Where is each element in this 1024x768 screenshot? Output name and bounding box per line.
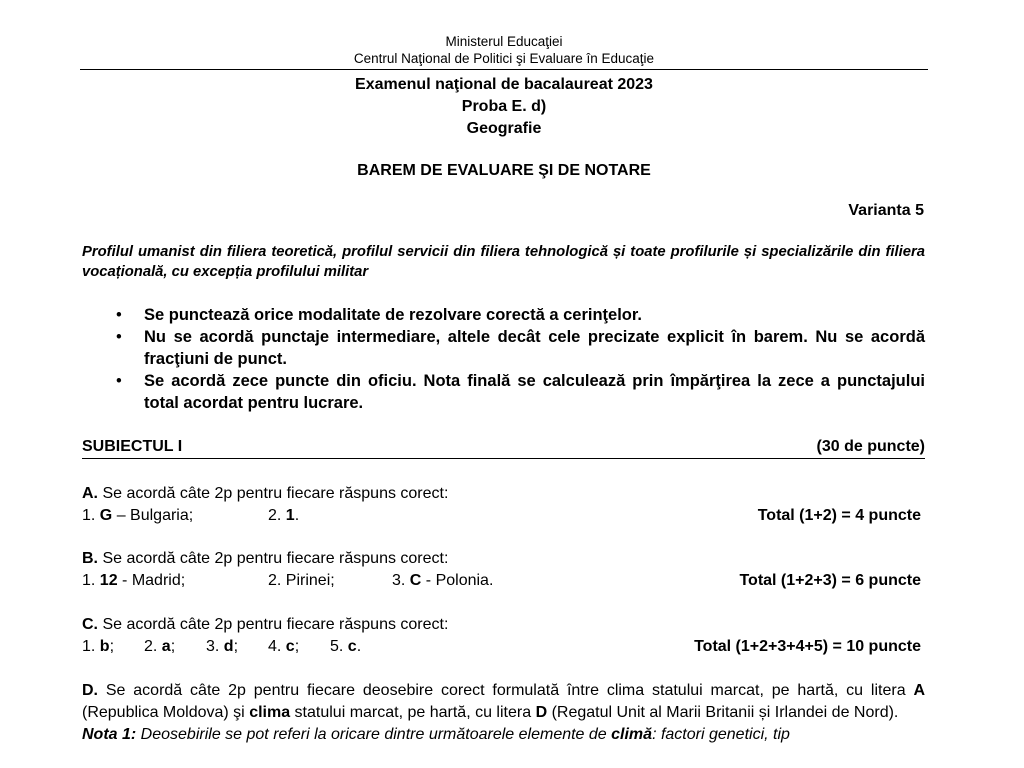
rule-text: Se acordă zece puncte din oficiu. Nota finală se calculează prin împărţirea la zece a punctajului total acordat pentru lucrare. xyxy=(144,372,925,412)
section-c xyxy=(82,614,925,658)
section-b xyxy=(82,548,925,592)
answer-item: 1. 12 - Madrid; xyxy=(82,572,186,589)
bullet-icon: • xyxy=(116,328,122,346)
rule-text: Se punctează orice modalitate de rezolvare corectă a cerinţelor. xyxy=(144,306,642,324)
answer-item: 4. c; xyxy=(268,638,300,655)
subiect-points: (30 de puncte) xyxy=(816,438,925,455)
section-intro: Se acordă câte 2p pentru fiecare răspuns corect: xyxy=(98,550,449,567)
subiect-label: SUBIECTUL I xyxy=(82,438,183,455)
answer-item: 3. C - Polonia. xyxy=(392,572,494,589)
subiect-heading xyxy=(82,436,925,459)
answers-row xyxy=(82,505,925,527)
section-letter: B. xyxy=(82,550,98,567)
answer-item: 2. a; xyxy=(144,638,176,655)
section-intro: Se acordă câte 2p pentru fiecare răspuns corect: xyxy=(98,616,449,633)
section-total: Total (1+2+3) = 6 puncte xyxy=(739,572,921,589)
subject-title: Geografie xyxy=(466,120,542,137)
rule-text: Nu se acordă punctaje intermediare, altele decât cele precizate explicit în barem. Nu se acordă fracţiuni de punct. xyxy=(144,328,925,368)
answers-row xyxy=(82,636,925,658)
exam-title: Examenul naţional de bacalaureat 2023 xyxy=(355,76,653,93)
section-b-intro xyxy=(82,548,925,570)
center-header: Centrul Naţional de Politici şi Evaluare în Educaţie xyxy=(353,51,655,66)
answer-item: 3. d; xyxy=(206,638,239,655)
bullet-icon: • xyxy=(116,306,122,324)
rules-list xyxy=(82,304,925,414)
section-letter: A. xyxy=(82,485,98,502)
section-c-intro xyxy=(82,614,925,636)
section-intro: Se acordă câte 2p pentru fiecare răspuns corect: xyxy=(98,485,449,502)
rule-item xyxy=(82,304,925,326)
section-letter: C. xyxy=(82,616,98,633)
section-d-text: D. Se acordă câte 2p pentru fiecare deosebire corect formulată între clima statului marcat, pe hartă, cu litera A (Republica Moldova) şi clima statului marcat, pe hartă, cu litera D (Regatul Unit al Marii Britanii și Irlandei de Nord). xyxy=(82,682,925,721)
rule-item xyxy=(82,326,925,370)
section-a xyxy=(82,483,925,527)
section-a-intro xyxy=(82,483,925,505)
ministry-header: Ministerul Educaţiei xyxy=(445,34,563,49)
answer-item: 5. c. xyxy=(330,638,362,655)
variant-label: Varianta 5 xyxy=(848,202,924,219)
barem-title: BAREM DE EVALUARE ŞI DE NOTARE xyxy=(357,162,651,179)
header-divider xyxy=(80,69,928,70)
answer-item: 1. G – Bulgaria; xyxy=(82,507,194,524)
section-total: Total (1+2+3+4+5) = 10 puncte xyxy=(694,638,921,655)
section-d xyxy=(82,680,925,746)
answer-item: 1. b; xyxy=(82,638,115,655)
proba-title: Proba E. d) xyxy=(461,98,547,115)
profile-text: Profilul umanist din filiera teoretică, profilul servicii din filiera tehnologică și toate profilurile și specializările din filiera vocațională, cu excepția profilului militar xyxy=(82,244,925,280)
bullet-icon: • xyxy=(116,372,122,390)
rule-item xyxy=(82,370,925,414)
nota-1: Nota 1: Deosebirile se pot referi la oricare dintre următoarele elemente de climă: factori genetici, tip xyxy=(82,726,790,743)
answer-item: 2. 1. xyxy=(268,507,300,524)
answers-row xyxy=(82,570,925,592)
section-total: Total (1+2) = 4 puncte xyxy=(757,507,921,524)
answer-item: 2. Pirinei; xyxy=(268,572,335,589)
